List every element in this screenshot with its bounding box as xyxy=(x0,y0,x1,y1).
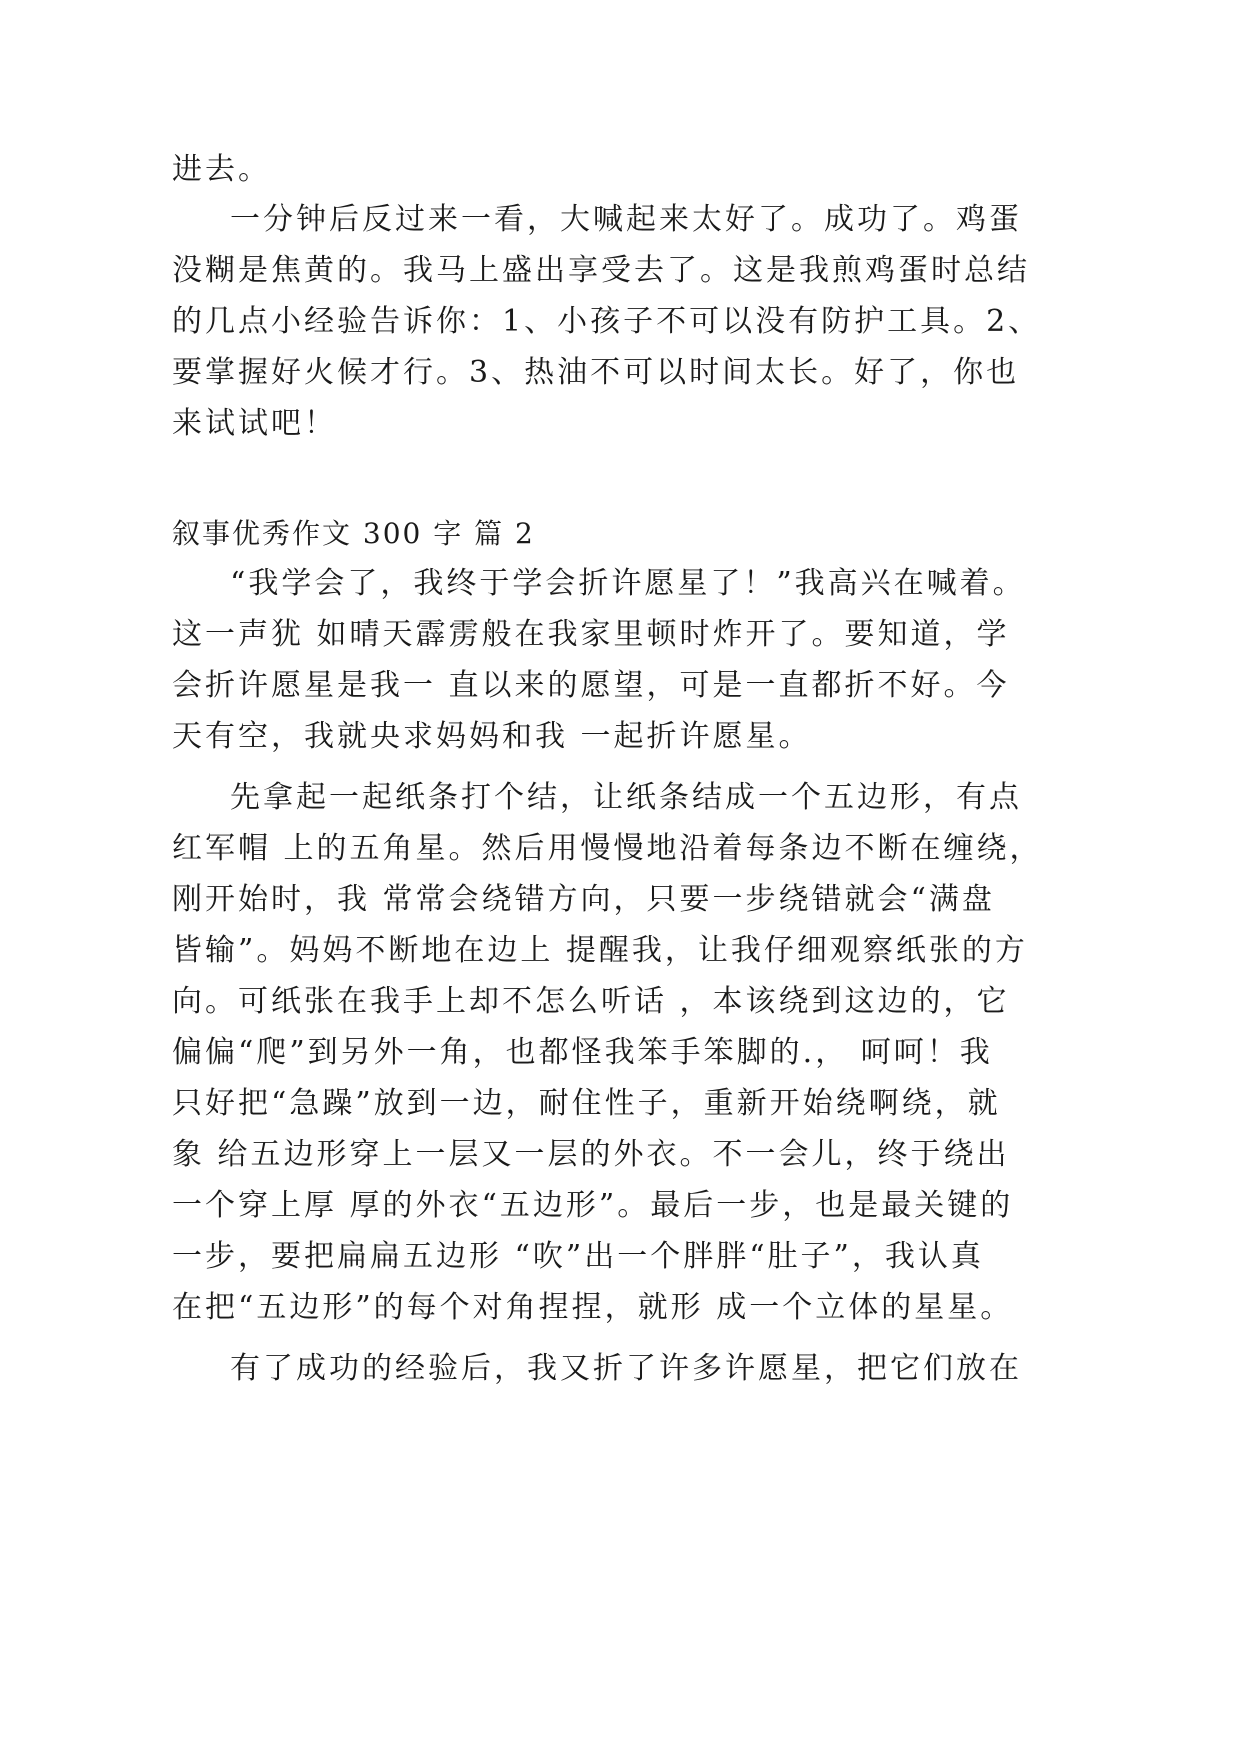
text-line: 向。可纸张在我手上却不怎么听话 ，本该绕到这边的，它 xyxy=(172,984,1010,1019)
text-line: 会折许愿星是我一 直以来的愿望，可是一直都折不好。今 xyxy=(172,668,1010,703)
text-line: 天有空，我就央求妈妈和我 一起折许愿星。 xyxy=(172,719,812,754)
text-line: 一步，要把扁扁五边形 “吹”出一个胖胖“肚子”，我认真 xyxy=(172,1239,984,1274)
text-line: 的几点小经验告诉你：1、小孩子不可以没有防护工具。2、 xyxy=(172,304,1042,339)
text-line: 进去。 xyxy=(172,152,271,187)
text-line: 来试试吧！ xyxy=(172,406,337,441)
text-line: 刚开始时，我 常常会绕错方向，只要一步绕错就会“满盘 xyxy=(172,882,995,917)
paragraph-first-line: “我学会了，我终于学会折许愿星了！”我高兴在喊着。 xyxy=(230,566,1026,601)
text-line: 没糊是焦黄的。我马上盛出享受去了。这是我煎鸡蛋时总结 xyxy=(172,253,1030,288)
paragraph-first-line: 有了成功的经验后，我又折了许多许愿星，把它们放在 xyxy=(230,1351,1022,1386)
paragraph-first-line: 先拿起一起纸条打个结，让纸条结成一个五边形，有点 xyxy=(230,780,1022,815)
text-line: 偏偏“爬”到另外一角，也都怪我笨手笨脚的.， 呵呵！我 xyxy=(172,1035,993,1070)
text-line: 一个穿上厚 厚的外衣“五边形”。最后一步，也是最关键的 xyxy=(172,1188,1014,1223)
section-heading: 叙事优秀作文 300 字 篇 2 xyxy=(172,517,535,550)
text-line: 红军帽 上的五角星。然后用慢慢地沿着每条边不断在缠绕， xyxy=(172,831,1043,866)
text-line: 这一声犹 如晴天霹雳般在我家里顿时炸开了。要知道，学 xyxy=(172,617,1010,652)
text-line: 要掌握好火候才行。3、热油不可以时间太长。好了，你也 xyxy=(172,355,1020,390)
text-line: 在把“五边形”的每个对角捏捏，就形 成一个立体的星星。 xyxy=(172,1290,1014,1325)
paragraph-first-line: 一分钟后反过来一看，大喊起来太好了。成功了。鸡蛋 xyxy=(230,202,1022,237)
text-line: 只好把“急躁”放到一边，耐住性子，重新开始绕啊绕，就 xyxy=(172,1086,1001,1121)
text-line: 皆输”。妈妈不断地在边上 提醒我，让我仔细观察纸张的方 xyxy=(172,933,1028,968)
text-line: 象 给五边形穿上一层又一层的外衣。不一会儿，终于绕出 xyxy=(172,1137,1010,1172)
